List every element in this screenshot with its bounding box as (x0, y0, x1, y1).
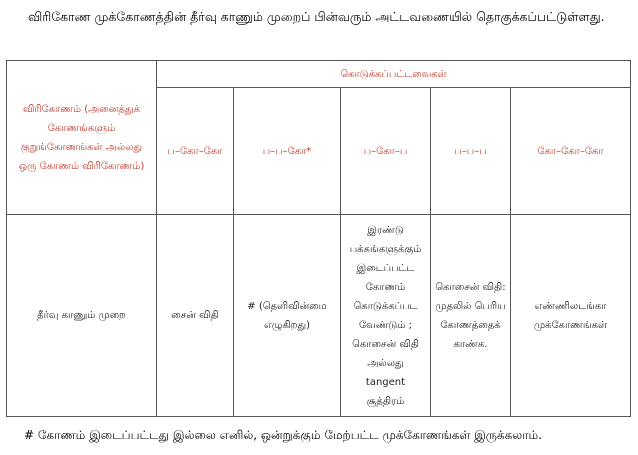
given-header-cell: கொடுக்கப்பட்டவைகள் (157, 61, 631, 88)
cell-cosine-rule: கொசைன் விதி: முதலில் பெரிய கோணத்தைக் காண்க. (431, 215, 511, 417)
footnote: # கோணம் இடைப்பட்டது இல்லை எனில், ஒன்றுக்கும் மேற்பட்ட முக்கோணங்கள் இருக்கலாம். (24, 428, 542, 442)
column-header-aaa: கோ–கோ–கோ (511, 88, 631, 215)
column-header-sas: ப–கோ–ப (341, 88, 431, 215)
cell-ambiguous: # (தெளிவின்மை எழுகிறது) (234, 215, 341, 417)
column-header-sas-angle: ப–கோ–கோ (157, 88, 234, 215)
cell-sine-rule: சைன் விதி (157, 215, 234, 417)
cell-included-angle: இரண்டு பக்கங்களுக்கும் இடைப்பட்ட கோணம் கொடுக்கப்பட வேண்டும் ; கொசைன் விதி அல்லது tangent சூத்திரம் (341, 215, 431, 417)
column-header-sss: ப–ப–ப (431, 88, 511, 215)
row-label-solution-method: தீர்வு காணும் முறை (7, 215, 157, 417)
solution-methods-table (6, 60, 631, 417)
corner-header-cell: விரிகோணம் (அனைத்துக் கோணங்களும் குறுங்கோணங்கள் அல்லது ஒரு கோணம் விரிகோணம்) (7, 61, 157, 215)
intro-paragraph: விரிகோண முக்கோணத்தின் தீர்வு காணும் முறைப் பின்வரும் அட்டவணையில் தொகுக்கப்பட்டுள்ளது. (28, 9, 605, 24)
column-header-ssa: ப–ப–கோ* (234, 88, 341, 215)
cell-infinite-triangles: எண்ணிலடங்கா முக்கோணங்கள் (511, 215, 631, 417)
